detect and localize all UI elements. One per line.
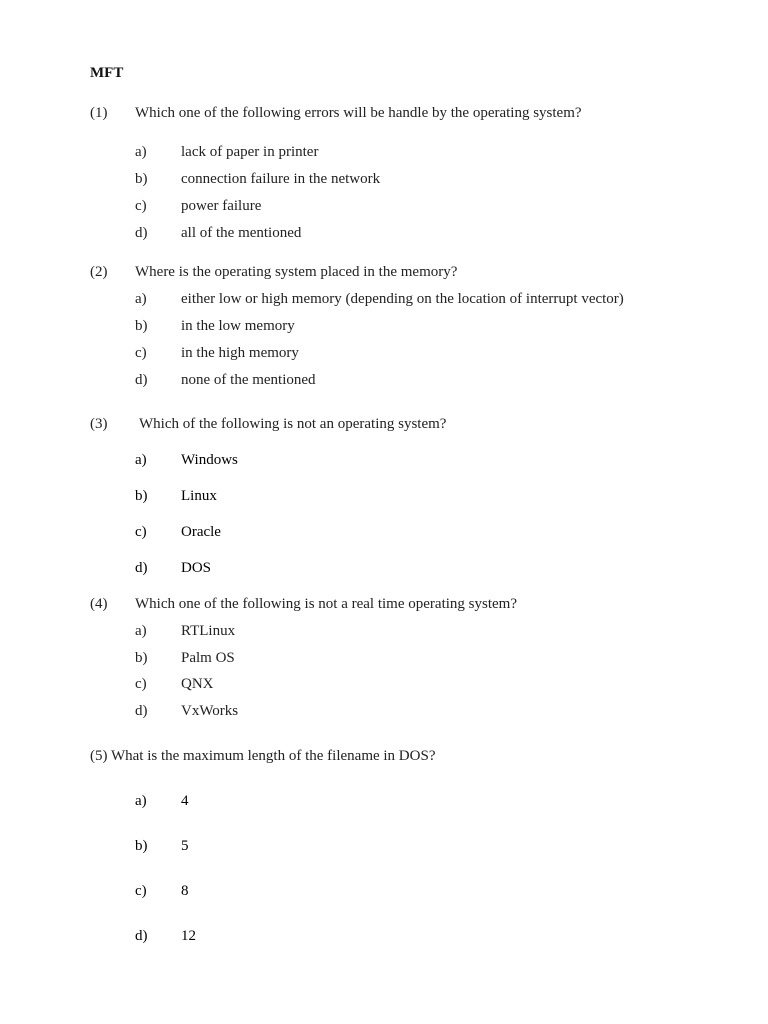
option-text: QNX [181,676,214,692]
option-label: c) [135,676,147,692]
option-label: d) [135,372,148,388]
option-text: 8 [181,883,189,899]
option-label: a) [135,291,147,307]
question-text: Which one of the following is not a real time operating system? [135,596,517,612]
option-label: b) [135,318,148,334]
option-text: Oracle [181,524,221,540]
option-text: 4 [181,793,189,809]
option-label: a) [135,452,147,468]
question-text: Which of the following is not an operating system? [139,416,447,432]
question-text: Which one of the following errors will be handle by the operating system? [135,105,582,121]
option-label: d) [135,225,148,241]
option-text: all of the mentioned [181,225,302,241]
option-text: Windows [181,452,238,468]
option-text: in the high memory [181,345,299,361]
option-label: a) [135,793,147,809]
option-text: Palm OS [181,650,235,666]
option-label: d) [135,703,148,719]
option-label: c) [135,883,147,899]
question-number: (3) [90,416,108,432]
question-text: Where is the operating system placed in the memory? [135,264,458,280]
question-number: (2) [90,264,108,280]
option-text: VxWorks [181,703,239,719]
option-label: b) [135,171,148,187]
option-label: c) [135,198,147,214]
option-label: a) [135,623,147,639]
option-label: c) [135,345,147,361]
option-text: none of the mentioned [181,372,316,388]
option-text: 5 [181,838,189,854]
option-label: c) [135,524,147,540]
option-text: connection failure in the network [181,171,381,187]
option-text: in the low memory [181,318,295,334]
option-text: 12 [181,928,196,944]
option-label: d) [135,560,148,576]
document-title: MFT [90,65,124,81]
option-label: b) [135,488,148,504]
option-label: d) [135,928,148,944]
option-label: b) [135,650,148,666]
option-label: b) [135,838,148,854]
question-number: (4) [90,596,108,612]
option-text: RTLinux [181,623,236,639]
option-text: either low or high memory (depending on the location of interrupt vector) [181,291,624,307]
question-text: (5) What is the maximum length of the filename in DOS? [90,748,436,764]
option-label: a) [135,144,147,160]
option-text: DOS [181,560,212,576]
option-text: Linux [181,488,217,504]
option-text: power failure [181,198,262,214]
option-text: lack of paper in printer [181,144,319,160]
question-number: (1) [90,105,108,121]
